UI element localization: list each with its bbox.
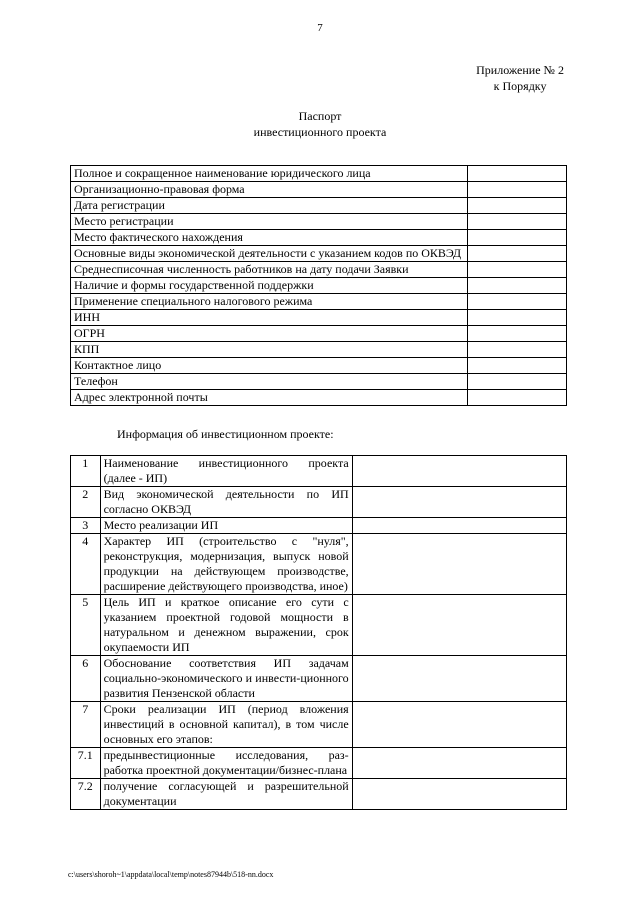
field-label: Цель ИП и краткое описание его сути с указанием проектной годовой мощности в натуральном и денежном выражении, срок окупаемости ИП — [100, 595, 352, 656]
table-row — [71, 748, 567, 779]
field-label: Наличие и формы государственной поддержки — [71, 278, 468, 294]
table-row — [71, 656, 567, 702]
row-number: 7.2 — [71, 779, 101, 810]
field-value-cell — [467, 198, 566, 214]
field-value-cell — [352, 456, 566, 487]
field-value-cell — [352, 534, 566, 595]
table-row — [71, 518, 567, 534]
field-label: Место фактического нахождения — [71, 230, 468, 246]
row-number: 1 — [71, 456, 101, 487]
table-row — [71, 456, 567, 487]
table-row — [71, 182, 567, 198]
table-row — [71, 358, 567, 374]
field-value-cell — [352, 595, 566, 656]
project-info-heading: Информация об инвестиционном проекте: — [117, 427, 334, 441]
field-label: Адрес электронной почты — [71, 390, 468, 406]
field-value-cell — [467, 166, 566, 182]
field-value-cell — [467, 278, 566, 294]
document-title-line-1: Паспорт — [298, 109, 342, 123]
field-value-cell — [467, 342, 566, 358]
footer-file-path: c:\users\shoroh~1\appdata\local\temp\notes87944b\518-nn.docx — [68, 870, 274, 879]
field-value-cell — [467, 326, 566, 342]
field-value-cell — [352, 779, 566, 810]
appendix-line-2: к Порядку — [493, 79, 547, 93]
appendix-line-1: Приложение № 2 — [476, 63, 564, 77]
field-label: Среднесписочная численность работников на дату подачи Заявки — [71, 262, 468, 278]
field-label: ИНН — [71, 310, 468, 326]
table-row — [71, 487, 567, 518]
field-value-cell — [467, 294, 566, 310]
table-row — [71, 374, 567, 390]
field-value-cell — [467, 310, 566, 326]
field-label: Вид экономической деятельности по ИП согласно ОКВЭД — [100, 487, 352, 518]
row-number: 2 — [71, 487, 101, 518]
row-number: 3 — [71, 518, 101, 534]
field-label: Дата регистрации — [71, 198, 468, 214]
table-row — [71, 779, 567, 810]
page-number: 7 — [317, 22, 323, 34]
table-row — [71, 326, 567, 342]
row-number: 4 — [71, 534, 101, 595]
company-info-table — [70, 165, 567, 406]
field-value-cell — [467, 246, 566, 262]
field-label: получение согласующей и разрешительной документации — [100, 779, 352, 810]
row-number: 5 — [71, 595, 101, 656]
project-info-table — [70, 455, 567, 810]
table-row — [71, 342, 567, 358]
table-row — [71, 246, 567, 262]
row-number: 7 — [71, 702, 101, 748]
field-label: Место реализации ИП — [100, 518, 352, 534]
table-row — [71, 278, 567, 294]
field-label: Полное и сокращенное наименование юридического лица — [71, 166, 468, 182]
field-value-cell — [352, 518, 566, 534]
table-row — [71, 230, 567, 246]
table-row — [71, 166, 567, 182]
table-row — [71, 262, 567, 278]
field-value-cell — [467, 230, 566, 246]
field-label: Основные виды экономической деятельности с указанием кодов по ОКВЭД — [71, 246, 468, 262]
table-row — [71, 214, 567, 230]
document-title-line-2: инвестиционного проекта — [253, 125, 387, 139]
table-row — [71, 390, 567, 406]
document-title — [0, 108, 640, 140]
table-row — [71, 198, 567, 214]
field-label: Организационно-правовая форма — [71, 182, 468, 198]
field-value-cell — [352, 748, 566, 779]
table-row — [71, 702, 567, 748]
row-number: 6 — [71, 656, 101, 702]
field-label: Место регистрации — [71, 214, 468, 230]
field-label: Телефон — [71, 374, 468, 390]
field-value-cell — [467, 214, 566, 230]
field-value-cell — [467, 262, 566, 278]
field-label: предынвестиционные исследования, раз-работка проектной документации/бизнес-плана — [100, 748, 352, 779]
field-label: Наименование инвестиционного проекта (далее - ИП) — [100, 456, 352, 487]
table-row — [71, 294, 567, 310]
field-label: Сроки реализации ИП (период вложения инвестиций в основной капитал), в том числе основных его этапов: — [100, 702, 352, 748]
row-number: 7.1 — [71, 748, 101, 779]
field-value-cell — [467, 390, 566, 406]
field-label: КПП — [71, 342, 468, 358]
field-value-cell — [352, 702, 566, 748]
table-row — [71, 310, 567, 326]
field-value-cell — [352, 487, 566, 518]
field-value-cell — [467, 182, 566, 198]
appendix-caption — [476, 62, 564, 94]
field-label: ОГРН — [71, 326, 468, 342]
field-label: Контактное лицо — [71, 358, 468, 374]
field-label: Применение специального налогового режима — [71, 294, 468, 310]
field-label: Характер ИП (строительство с "нуля", реконструкция, модернизация, выпуск новой продукции на действующем производстве, расширение действующего производства, иное) — [100, 534, 352, 595]
table-row — [71, 595, 567, 656]
field-label: Обоснование соответствия ИП задачам социально-экономического и инвести-ционного развития Пензенской области — [100, 656, 352, 702]
table-row — [71, 534, 567, 595]
field-value-cell — [467, 374, 566, 390]
field-value-cell — [467, 358, 566, 374]
field-value-cell — [352, 656, 566, 702]
